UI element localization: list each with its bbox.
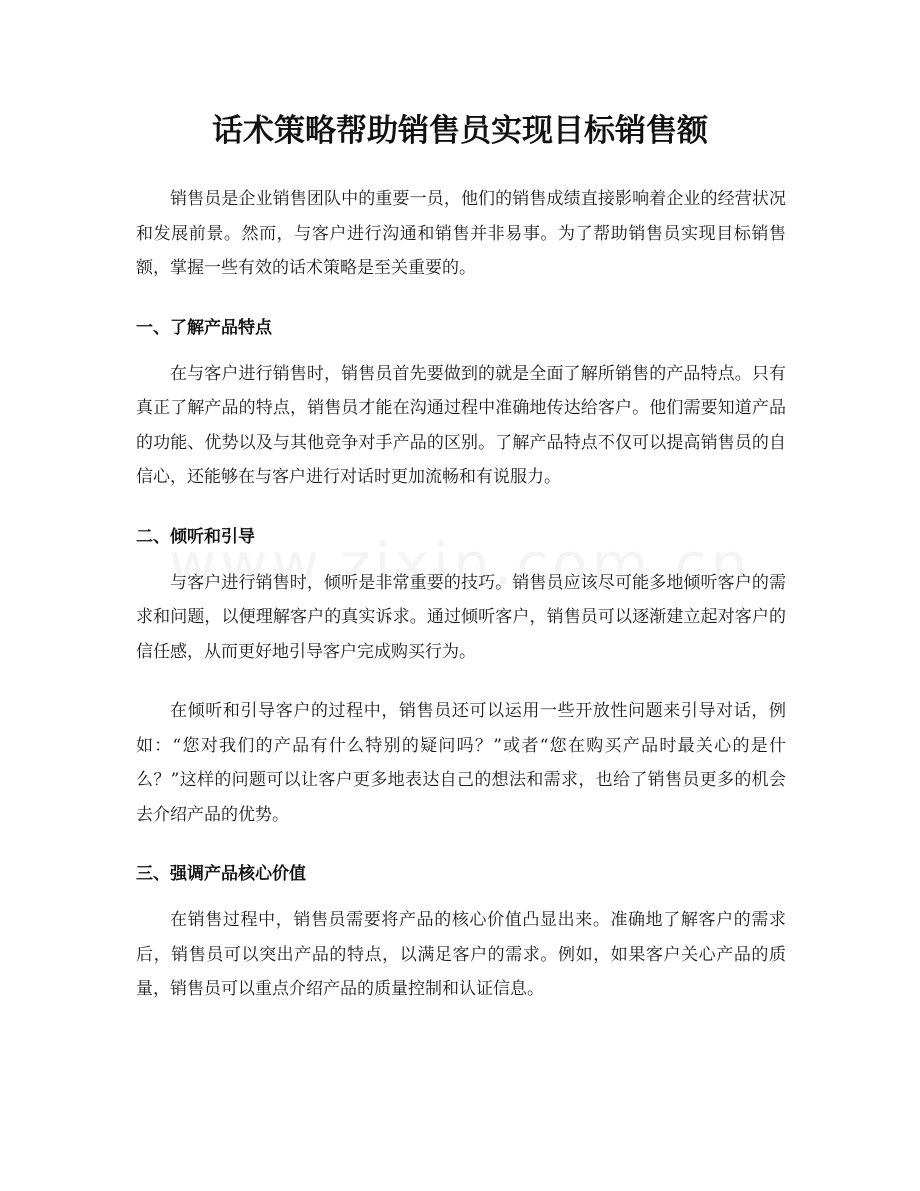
section-paragraph: 在与客户进行销售时，销售员首先要做到的就是全面了解所销售的产品特点。只有真正了解产品的特点，销售员才能在沟通过程中准确地传达给客户。他们需要知道产品的功能、优势以及与其他竞争对手产品的区别。了解产品特点不仅可以提高销售员的自信心，还能够在与客户进行对话时更加流畅和有说服力。 <box>136 363 786 487</box>
section-3 <box>136 857 786 1007</box>
document-title: 话术策略帮助销售员实现目标销售额 <box>212 113 708 149</box>
section-2 <box>136 520 786 833</box>
section-heading: 一、了解产品特点 <box>136 317 272 338</box>
section-paragraph: 在销售过程中，销售员需要将产品的核心价值凸显出来。准确地了解客户的需求后，销售员可以突出产品的特点，以满足客户的需求。例如，如果客户关心产品的质量，销售员可以重点介绍产品的质量控制和认证信息。 <box>136 910 786 999</box>
section-heading: 三、强调产品核心价值 <box>136 864 306 884</box>
section-1 <box>136 311 786 495</box>
intro-paragraph: 销售员是企业销售团队中的重要一员，他们的销售成绩直接影响着企业的经营状况和发展前景。然而，与客户进行沟通和销售并非易事。为了帮助销售员实现目标销售额，掌握一些有效的话术策略是至关重要的。 <box>136 189 786 278</box>
section-heading: 二、倾听和引导 <box>136 526 255 547</box>
document-body <box>136 182 786 1032</box>
section-paragraph: 在倾听和引导客户的过程中，销售员还可以运用一些开放性问题来引导对话，例如：“您对我们的产品有什么特别的疑问吗？”或者“您在购买产品时最关心的是什么？”这样的问题可以让客户更多地表达自己的想法和需求，也给了销售员更多的机会去介绍产品的优势。 <box>136 701 786 825</box>
section-paragraph: 与客户进行销售时，倾听是非常重要的技巧。销售员应该尽可能多地倾听客户的需求和问题，以便理解客户的真实诉求。通过倾听客户，销售员可以逐渐建立起对客户的信任感，从而更好地引导客户完成购买行为。 <box>136 572 786 662</box>
